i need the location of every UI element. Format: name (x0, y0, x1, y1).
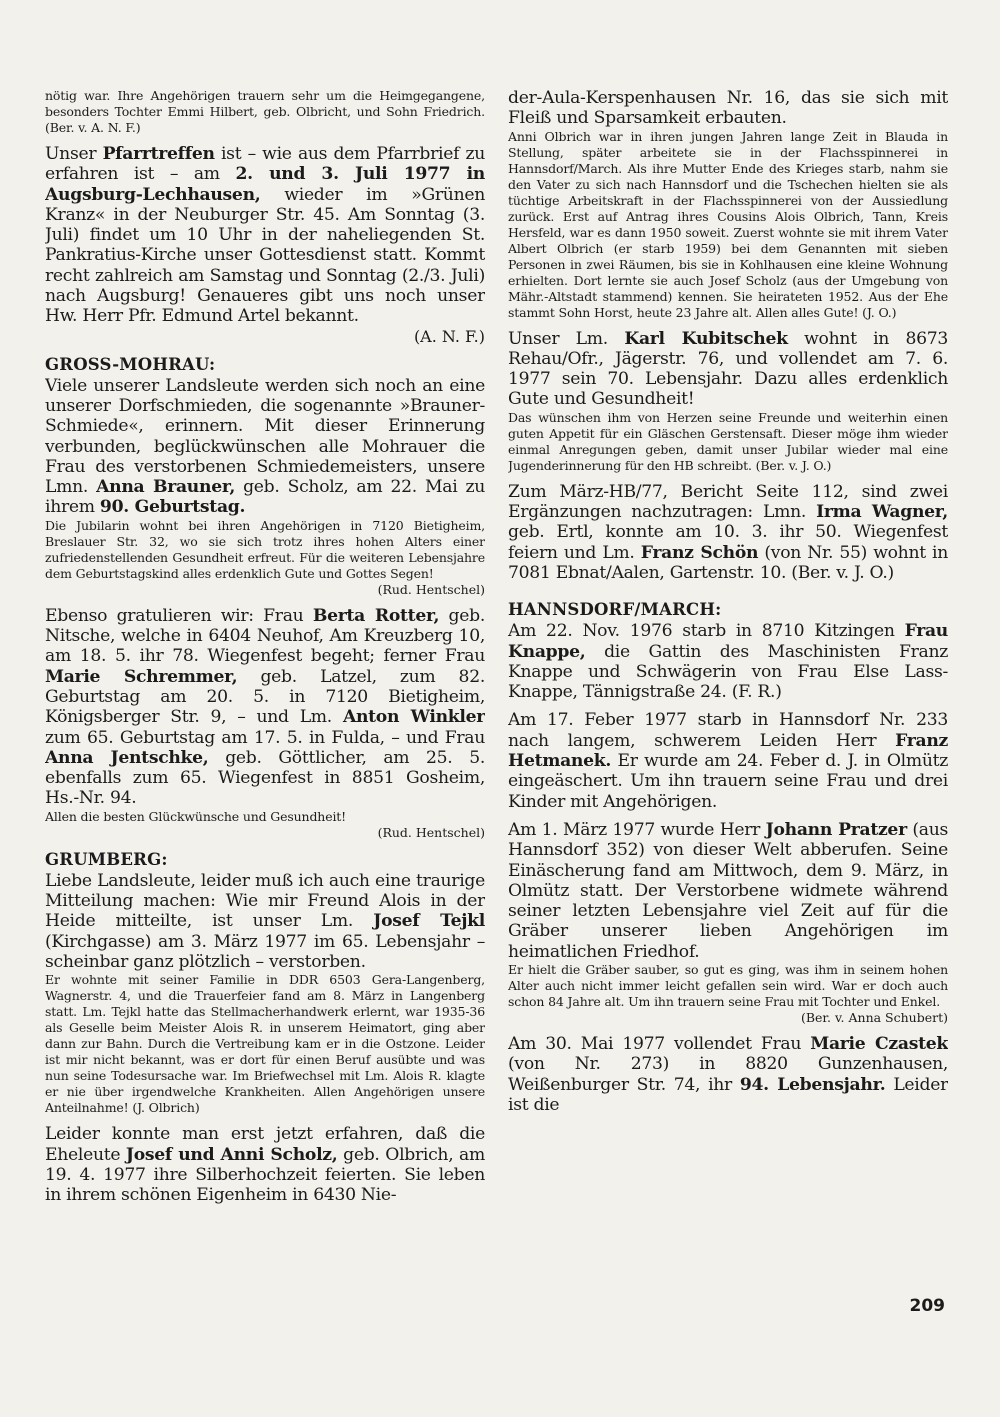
article-paragraph (45, 1124, 485, 1205)
text-run: geb. Scholz, am 22. Mai zu ihrem (45, 477, 485, 518)
spacer (508, 321, 948, 329)
name-highlight: Berta Rotter, (312, 605, 440, 626)
spacer (508, 583, 948, 591)
text-run: (Kirchgasse) am 3. März 1977 im 65. Lebensjahr – scheinbar ganz plötzlich – verstorben. (45, 931, 485, 972)
attribution: (A. N. F.) (413, 326, 485, 346)
text-run: die Gattin des Maschinisten Franz Knappe und Schwägerin von Frau Else Lass-Knappe, Tännigstraße 24. (F. R.) (508, 641, 948, 703)
name-highlight: Frau Knappe, (508, 621, 948, 662)
text-run: geb. Olbrich, am 19. 4. 1977 ihre Silberhochzeit feierten. Sie leben in ihrem schönen Eigenheim in 6430 Nie- (45, 1144, 485, 1206)
left-column (45, 88, 485, 1205)
name-highlight: Franz Hetmanek. (508, 730, 948, 772)
text-run: geb. Latzel, zum 82. Geburtstag am 20. 5. in 7120 Bietigheim, Königsberger Str. 9, – und Lm. (45, 666, 485, 728)
attribution: (Rud. Hentschel) (377, 581, 485, 597)
name-highlight: Karl Kubitschek (624, 328, 788, 349)
attribution: (Ber. v. Anna Schubert) (800, 1010, 948, 1026)
text-run: Er hielt die Gräber sauber, so gut es ging, was ihm in seinem hohen Alter auch nicht immer leicht gefallen sein wird. War er doch auch schon 84 Jahre alt. Um ihn trauern seine Frau mit Tochter und Enkel. (508, 962, 948, 1010)
text-run: zum 65. Geburtstag am 17. 5. in Fulda, – und Frau (45, 727, 485, 748)
text-run: Die Jubilarin wohnt bei ihren Angehörigen in 7120 Bietigheim, Breslauer Str. 32, wo sie sich trotz ihres hohen Alters einer zufriedenstellenden Gesundheit erfreut. Für die weiteren Lebensjahre dem Geburtstagskind alles erdenklich Gute und Gottes Segen! (45, 517, 485, 581)
text-run: Am 22. Nov. 1976 starb in 8710 Kitzingen (508, 621, 905, 642)
name-highlight: Irma Wagner, (816, 502, 948, 523)
spacer (508, 591, 948, 599)
article-note (508, 962, 948, 1010)
article-paragraph (45, 606, 485, 809)
spacer (45, 598, 485, 606)
article-paragraph (45, 376, 485, 518)
text-run: Unser Lm. (508, 328, 625, 349)
text-run: Allen die besten Glückwünsche und Gesundheit! (45, 808, 347, 824)
name-highlight: 90. Geburtstag. (99, 497, 246, 518)
text-run: der-Aula-Kerspenhausen Nr. 16, das sie sich mit Fleiß und Sparsamkeit erbauten. (508, 88, 948, 129)
article-note (45, 809, 485, 825)
text-run: wohnt in 8673 Rehau/Ofr., Jägerstr. 76, und vollendet am 7. 6. 1977 sein 70. Lebensjahr. Dazu alles erdenklich Gute und Gesundheit! (508, 328, 948, 410)
text-run: Das wünschen ihm von Herzen seine Freunde und weiterhin einen guten Appetit für ein Gläschen Gerstensaft. Dieser möge ihm wieder einmal Anregungen geben, damit unser Jubilar wieder mal eine Jugenderinnerung für den HB schreibt. (Ber. v. J. O.) (508, 409, 948, 473)
article-note (508, 410, 948, 474)
text-run: Er wohnte mit seiner Familie in DDR 6503 Gera-Langenberg, Wagnerstr. 4, und die Trauerfeier fand am 8. März in Langenberg statt. Lm. Tejkl hatte das Stellmacherhandwerk erlernt, war 1935-36 als Geselle beim Meister Alois R. in unserem Heimatort, ging aber dann zur Bahn. Durch die Vertreibung kam er in die Ostzone. Leider ist mir nicht bekannt, was er dort für einen Beruf ausübte und was nun seine Todesursache war. Im Briefwechsel mit Lm. Alois R. klagte er nie über irgendwelche Krankheiten. Allen Angehörigen unsere Anteilnahme! (J. Olbrich) (45, 972, 485, 1116)
text-run: Am 30. Mai 1977 vollendet Frau (508, 1034, 811, 1055)
spacer (45, 136, 485, 144)
spacer (508, 474, 948, 482)
text-run: geb. Göttlicher, am 25. 5. ebenfalls zum 65. Wiegenfest in 8851 Gosheim, Hs.-Nr. 94. (45, 747, 485, 809)
text-run: Leider konnte man erst jetzt erfahren, daß die Eheleute (45, 1124, 485, 1165)
text-run: Leider ist die (508, 1074, 948, 1115)
attribution: (Rud. Hentschel) (377, 824, 485, 840)
article-note (45, 88, 485, 136)
text-run: Er wurde am 24. Feber d. J. in Olmütz eingeäschert. Um ihn trauern seine Frau und drei Kinder mit Angehörigen. (508, 751, 948, 812)
text-run: (von Nr. 273) in 8820 Gunzenhausen, Weißenburger Str. 74, ihr (508, 1054, 948, 1095)
spacer (45, 346, 485, 354)
article-paragraph (45, 144, 485, 327)
text-run: (aus Hannsdorf 352) von dieser Welt abberufen. Seine Einäscherung fand am Mittwoch, dem 9. März, in Olmütz statt. Der Verstorbene widmete während seiner letzten Lebensjahre viel Zeit auf für die Gräber unserer lieben Angehörigen im heimatlichen Friedhof. (508, 819, 948, 962)
text-run: geb. Ertl, konnte am 10. 3. ihr 50. Wiegenfest feiern und Lm. (508, 522, 948, 563)
name-highlight: Pfarrtreffen (102, 144, 215, 164)
article-paragraph (508, 710, 948, 811)
article-note (45, 518, 485, 582)
spacer (508, 702, 948, 710)
name-highlight: Josef und Anni Scholz, (125, 1144, 338, 1165)
name-highlight: Anna Brauner, (96, 477, 236, 498)
name-highlight: 94. Lebensjahr. (739, 1074, 886, 1095)
spacer (508, 1026, 948, 1034)
article-paragraph (508, 88, 948, 129)
name-highlight: Josef Tejkl (373, 911, 485, 932)
name-highlight: Marie Czastek (810, 1034, 948, 1055)
page-number: 209 (909, 1296, 945, 1316)
text-run: Am 1. März 1977 wurde Herr (508, 819, 766, 840)
name-highlight: Anton Winkler (342, 707, 485, 728)
right-column (508, 88, 948, 1115)
spacer (45, 841, 485, 849)
text-run: ist – wie aus dem Pfarrbrief zu erfahren ist – am (45, 144, 485, 185)
name-highlight: Marie Schremmer, (45, 666, 238, 687)
article-note (45, 972, 485, 1116)
article-note (508, 129, 948, 321)
spacer (45, 1116, 485, 1124)
text-run: Zum März-HB/77, Bericht Seite 112, sind zwei Ergänzungen nachzutragen: Lmn. (508, 481, 948, 523)
text-run: geb. Nitsche, welche in 6404 Neuhof, Am Kreuzberg 10, am 18. 5. ihr 78. Wiegenfest begeht; ferner Frau (45, 605, 485, 667)
text-run: wieder im »Grünen Kranz« in der Neuburger Str. 45. Am Sonntag (3. Juli) findet um 10 Uhr in der naheliegenden St. Pankratius-Kirche unser Gottesdienst statt. Kommt recht zahlreich am Samstag und Sonntag (2./3. Juli) nach Augsburg! Genaueres gibt uns noch unser Hw. Herr Pfr. Edmund Artel bekannt. (45, 184, 485, 327)
text-run: (von Nr. 55) wohnt in 7081 Ebnat/Aalen, Gartenstr. 10. (Ber. v. J. O.) (508, 542, 948, 583)
name-highlight: 2. und 3. Juli 1977 in Augsburg-Lechhausen, (45, 164, 485, 205)
section-heading: GROSS-MOHRAU: (45, 354, 216, 374)
article-paragraph (508, 329, 948, 410)
text-run: Ebenso gratulieren wir: Frau (45, 605, 313, 626)
name-highlight: Johann Pratzer (765, 819, 907, 840)
name-highlight: Anna Jentschke, (45, 747, 209, 768)
article-paragraph (508, 621, 948, 702)
text-run: Liebe Landsleute, leider muß ich auch eine traurige Mitteilung machen: Wie mir Freund Alois in der Heide mitteilte, ist unser Lm. (45, 870, 485, 932)
text-run: nötig war. Ihre Angehörigen trauern sehr um die Heimgegangene, besonders Tochter Emmi Hilbert, geb. Olbricht, und Sohn Friedrich. (Ber. v. A. N. F.) (45, 88, 485, 135)
name-highlight: Franz Schön (640, 542, 759, 563)
article-paragraph (508, 820, 948, 962)
section-heading: HANNSDORF/MARCH: (508, 600, 722, 620)
spacer (508, 812, 948, 820)
article-paragraph (45, 871, 485, 972)
section-heading: GRUMBERG: (45, 849, 168, 869)
text-run: Unser (45, 144, 103, 164)
text-run: Viele unserer Landsleute werden sich noch an eine unserer Dorfschmieden, die sogenannte »Brauner-Schmiede«, erinnern. Mit dieser Erinnerung verbunden, beglückwünschen alle Mohrauer die Frau des verstorbenen Schmiedemeisters, unsere Lmn. (45, 375, 485, 498)
article-paragraph (508, 482, 948, 583)
article-paragraph (508, 1034, 948, 1115)
text-run: Am 17. Feber 1977 starb in Hannsdorf Nr. 233 nach langem, schwerem Leiden Herr (508, 710, 948, 751)
text-run: Anni Olbrich war in ihren jungen Jahren lange Zeit in Blauda in Stellung, später arbeitete sie in der Flachsspinnerei in Hannsdorf/March. Als ihre Mutter Ende des Krieges starb, nahm sie den Vater zu sich nach Hannsdorf und die Tschechen hielten sie als tüchtige Arbeitskraft in der Flachsspinnerei von der Aussiedlung zurück. Erst auf Antrag ihres Cousins Alois Olbrich, Tann, Kreis Hersfeld, war es dann 1950 soweit. Zuerst wohnte sie mit ihrem Vater Albert Olbrich (er starb 1959) bei dem Genannten mit sieben Personen in zwei Räumen, bis sie in Kohlhausen eine kleine Wohnung erhielten. Dort lernte sie auch Josef Scholz (aus der Umgebung von Mähr.-Altstadt stammend) kennen. Sie heirateten 1952. Aus der Ehe stammt Sohn Horst, heute 23 Jahre alt. Allen alles Gute! (J. O.) (508, 128, 948, 320)
